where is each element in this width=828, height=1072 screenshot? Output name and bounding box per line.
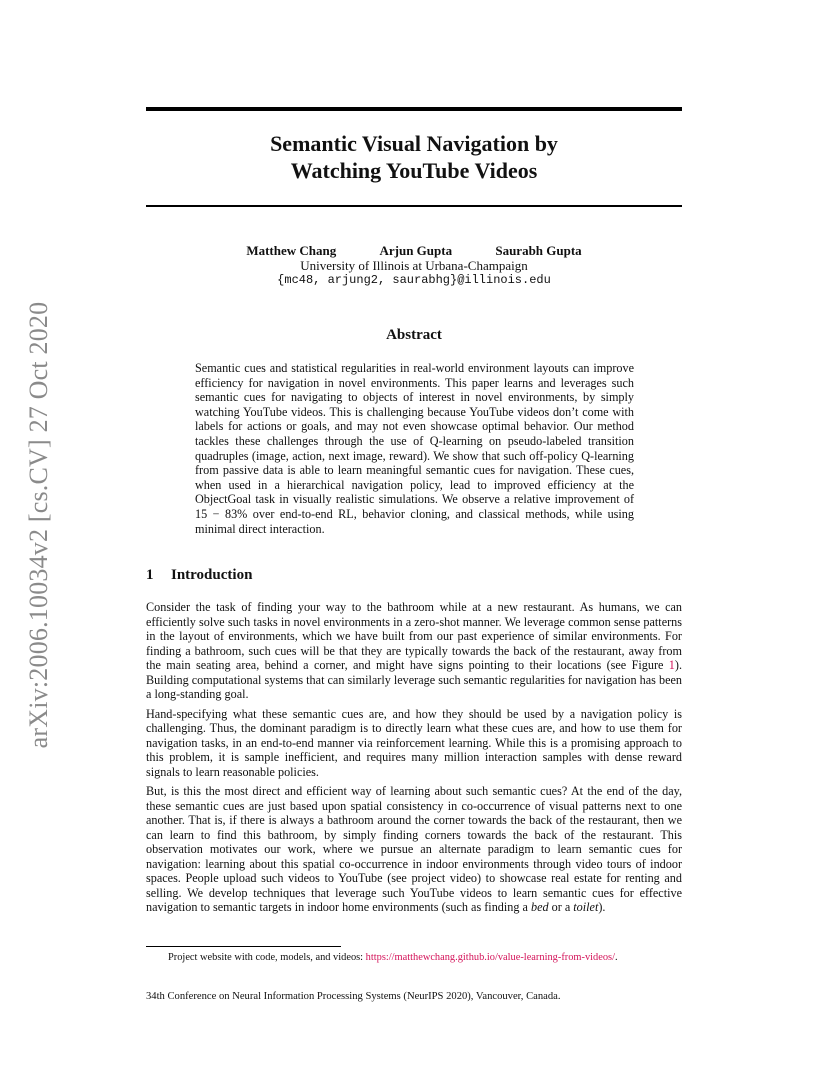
- paragraph-text: or a: [548, 900, 574, 914]
- footnote: [146, 951, 706, 964]
- affiliation: University of Illinois at Urbana-Champaign: [300, 258, 528, 273]
- author-emails: {mc48, arjung2, saurabhg}@illinois.edu: [277, 273, 551, 287]
- paragraph-text: ). Building computational systems that can similarly leverage such semantic regularities for navigation has been a long-standing goal.: [146, 658, 682, 701]
- author-name: Arjun Gupta: [379, 243, 453, 258]
- section-number: 1: [146, 567, 154, 583]
- arxiv-id: arXiv:2006.10034v2 [cs.CV] 27 Oct 2020: [24, 301, 53, 749]
- section-heading: [146, 567, 252, 584]
- author-names: [146, 243, 682, 258]
- arxiv-stamp: [20, 290, 58, 760]
- paragraph-text: But, is this the most direct and efficient way of learning about such semantic cues? At the end of the day, these semantic cues are just based upon spatial consistency in co-occurrence of visual patterns next to one another. That is, if there is always a bathroom around the corner towards the back of the restaurant, then we can learn to find this bathroom, by simply finding corners towards the back of the restaurant. This observation motivates our work, where we pursue an alternate paradigm to learn semantic cues for navigation: learning about this spatial co-occurrence in indoor environments through video tours of indoor spaces. People upload such videos to YouTube (see project video) to showcase real estate for renting and selling. We develop techniques that leverage such YouTube videos to learn semantic cues for effective navigation to semantic targets in indoor home environments (such as finding a: [146, 784, 682, 914]
- section-title: Introduction: [171, 567, 253, 583]
- conference-note: 34th Conference on Neural Information Processing Systems (NeurIPS 2020), Vancouver, Canada.: [146, 991, 561, 1002]
- abstract-text: Semantic cues and statistical regularities in real-world environment layouts can improve efficiency for navigation in novel environments. This paper learns and leverages such semantic cues for navigating to objects of interest in novel environments, by simply watching YouTube videos. This is challenging because YouTube videos don’t come with labels for actions or goals, and may not even showcase optimal behavior. Our method tackles these challenges through the use of Q-learning on pseudo-labeled transition quadruples (image, action, next image, reward). We show that such off-policy Q-learning from passive data is able to learn meaningful semantic cues for navigation. These cues, when used in a hierarchical navigation policy, lead to improved efficiency at the ObjectGoal task in visually realistic simulations. We observe a relative improvement of 15 − 83% over end-to-end RL, behavior cloning, and classical methods, while using minimal direct interaction.: [195, 361, 634, 536]
- emphasis-toilet: toilet: [573, 900, 599, 914]
- paper-title: [146, 130, 682, 184]
- paragraph-1: [146, 600, 682, 702]
- title-top-rule: [146, 107, 682, 111]
- emphasis-bed: bed: [530, 900, 549, 914]
- author-name: Matthew Chang: [246, 243, 337, 258]
- paragraph-3: [146, 784, 682, 915]
- author-name: Saurabh Gupta: [495, 243, 582, 258]
- title-line-2: Watching YouTube Videos: [290, 158, 538, 183]
- abstract-heading: Abstract: [386, 327, 442, 343]
- paragraph-text: Consider the task of finding your way to the bathroom while at a new restaurant. As humans, we can efficiently solve such tasks in novel environments in a zero-shot manner. We leverage common sense patterns in the layout of environments, which we have built from our past experience of similar environments. For finding a bathroom, such cues will be that they are typically towards the back of the restaurant, away from the main seating area, behind a corner, and might have signs pointing to their locations (see Figure: [146, 600, 682, 672]
- title-line-1: Semantic Visual Navigation by: [270, 131, 558, 156]
- author-block: [146, 243, 682, 288]
- footnote-rule: [146, 946, 341, 947]
- introduction-body: [146, 600, 682, 920]
- figure-reference-link[interactable]: 1: [668, 658, 675, 672]
- paragraph-text: ).: [598, 900, 606, 914]
- title-bottom-rule: [146, 205, 682, 207]
- footnote-end: .: [615, 952, 618, 963]
- footnote-text: Project website with code, models, and videos:: [168, 952, 366, 963]
- project-website-link[interactable]: https://matthewchang.github.io/value-learning-from-videos/: [365, 952, 615, 963]
- paragraph-2: Hand-specifying what these semantic cues are, and how they should be used by a navigation policy is challenging. Thus, the dominant paradigm is to directly learn what these cues are, and how to use them for navigation tasks, in an end-to-end manner via reinforcement learning. While this is a promising approach to this problem, it is sample inefficient, and requires many million interaction samples with dense reward signals to learn reasonable policies.: [146, 706, 682, 779]
